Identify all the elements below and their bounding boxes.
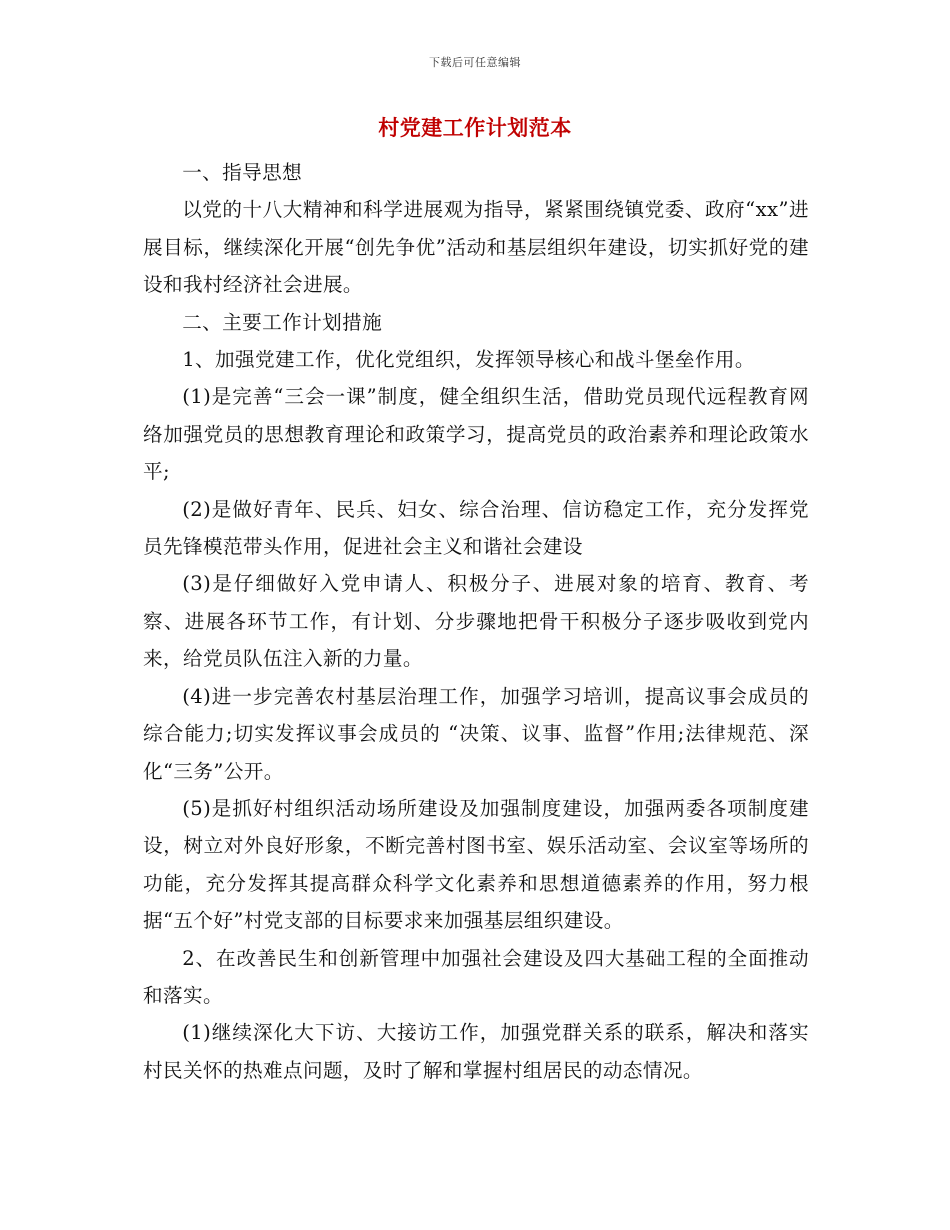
section-1-heading: 1、加强党建工作，优化党组织，发挥领导核心和战斗堡垒作用。 [182, 348, 755, 372]
section-2-heading: 2、在改善民生和创新管理中加强社会建设及四大基础工程的全面推动和落实。 [143, 946, 809, 1007]
item-3-paragraph: (3)是仔细做好入党申请人、积极分子、进展对象的培育、教育、考察、进展各环节工作，有计划、分步骤地把骨干积极分子逐步吸收到党内来，给党员队伍注入新的力量。 [143, 572, 809, 671]
item-1-paragraph: (1)是完善“三会一课”制度，健全组织生活，借助党员现代远程教育网络加强党员的思想教育理论和政策学习，提高党员的政治素养和理论政策水平; [143, 385, 809, 484]
heading-guiding-ideology: 一、指导思想 [182, 161, 303, 184]
body-paragraph: 以党的十八大精神和科学进展观为指导，紧紧围绕镇党委、政府“xx”进展目标，继续深化开展“创先争优”活动和基层组织年建设，切实抓好党的建设和我村经济社会进展。 [143, 198, 809, 297]
header-note: 下载后可任意编辑 [429, 56, 521, 69]
item-2-paragraph: (2)是做好青年、民兵、妇女、综合治理、信访稳定工作，充分发挥党员先锋模范带头作用，促进社会主义和谐社会建设 [143, 497, 809, 559]
section-2-item-1-paragraph: (1)继续深化大下访、大接访工作，加强党群关系的联系，解决和落实村民关怀的热难点问题，及时了解和掌握村组居民的动态情况。 [143, 1021, 809, 1082]
document-body [143, 154, 809, 1089]
document-title: 村党建工作计划范本 [378, 115, 572, 140]
item-5-paragraph: (5)是抓好村组织活动场所建设及加强制度建设，加强两委各项制度建设，树立对外良好形象，不断完善村图书室、娱乐活动室、会议室等场所的功能，充分发挥其提高群众科学文化素养和思想道德素养的作用，努力根据“五个好”村党支部的目标要求来加强基层组织建设。 [143, 796, 809, 933]
item-4-paragraph: (4)进一步完善农村基层治理工作，加强学习培训，提高议事会成员的综合能力;切实发挥议事会成员的 “决策、议事、监督”作用;法律规范、深化“三务”公开。 [143, 684, 809, 783]
heading-main-measures: 二、主要工作计划措施 [182, 310, 383, 334]
